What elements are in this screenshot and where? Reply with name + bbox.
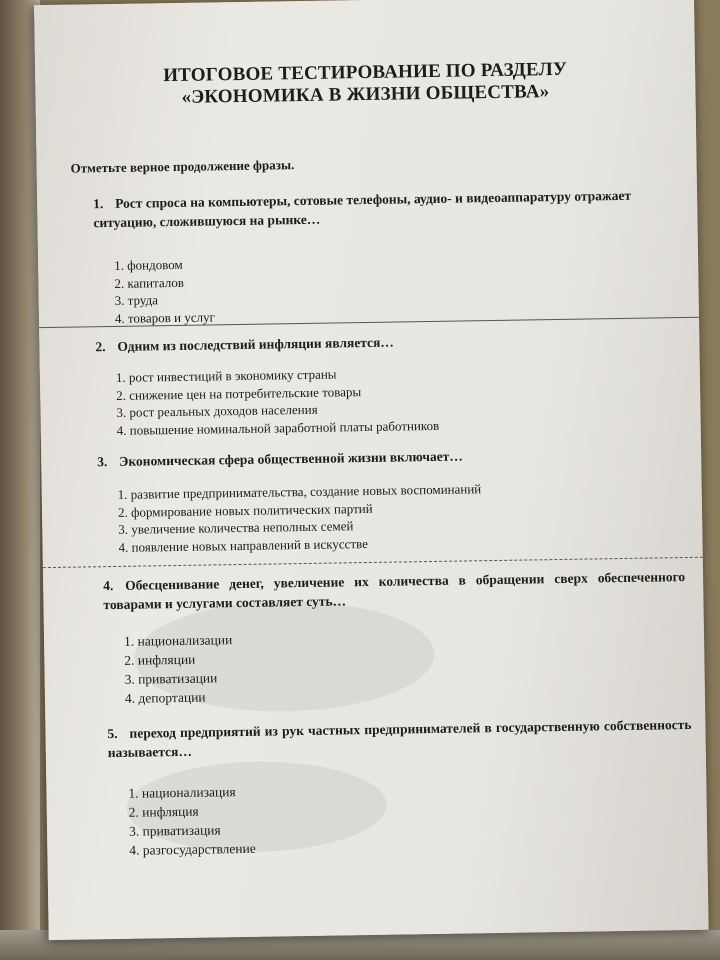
answer-option[interactable]: 4. разгосударствление	[129, 840, 256, 858]
question-3	[97, 443, 677, 471]
answer-option[interactable]: 4. повышение номинальной заработной платы работников	[116, 417, 440, 438]
question-2	[95, 328, 675, 356]
answer-option[interactable]: 3. приватизации	[124, 670, 218, 687]
options-list-2	[116, 364, 440, 439]
question-number: 4.	[103, 578, 114, 594]
question-number: 1.	[93, 196, 104, 212]
instruction-text: Отметьте верное продолжение фразы.	[70, 157, 295, 176]
question-number: 3.	[97, 454, 108, 470]
question-text: переход предприятий из рук частных предпринимателей в государственную собственность называется…	[107, 716, 692, 761]
answer-option[interactable]: 4. товаров и услуг	[114, 308, 216, 326]
background-left-page	[0, 0, 40, 960]
page-title	[35, 57, 696, 111]
answer-option[interactable]: 1. развитие предпринимательства, создание новых воспоминаний	[117, 481, 482, 502]
question-5	[107, 715, 692, 762]
question-text: Обесценивание денег, увеличение их количества в обращении сверх обеспеченного товарами и услугами составляет суть…	[103, 569, 686, 613]
answer-option[interactable]: 2. снижение цен на потребительские товары	[116, 383, 362, 403]
answer-option[interactable]: 2. инфляция	[128, 803, 199, 820]
answer-option[interactable]: 4. появление новых направлений в искусстве	[118, 535, 369, 555]
question-number: 2.	[95, 339, 106, 355]
question-text: Одним из последствий инфляции является…	[117, 334, 394, 354]
answer-option[interactable]: 1. национализации	[123, 632, 233, 649]
question-text: Экономическая сфера общественной жизни включает…	[119, 448, 463, 469]
answer-option[interactable]: 2. капиталов	[114, 274, 185, 291]
options-list-3	[118, 480, 483, 556]
title-line-2: «ЭКОНОМИКА В ЖИЗНИ ОБЩЕСТВА»	[181, 81, 550, 108]
answer-option[interactable]: 3. труда	[114, 292, 159, 308]
question-number: 5.	[107, 725, 118, 742]
options-list-4	[124, 630, 233, 708]
answer-option[interactable]: 3. увеличение количества неполных семей	[118, 518, 354, 537]
test-sheet	[34, 0, 709, 940]
answer-option[interactable]: 1. национализация	[128, 784, 236, 801]
answer-option[interactable]: 2. формирование новых политических партий	[117, 500, 373, 520]
question-4	[103, 567, 686, 614]
answer-option[interactable]: 2. инфляции	[124, 651, 196, 668]
answer-option[interactable]: 4. депортации	[124, 689, 206, 706]
options-list-5	[128, 782, 256, 860]
question-1	[93, 185, 664, 232]
answer-option[interactable]: 3. рост реальных доходов населения	[116, 401, 318, 420]
title-line-1: ИТОГОВОЕ ТЕСТИРОВАНИЕ ПО РАЗДЕЛУ	[163, 58, 568, 87]
answer-option[interactable]: 3. приватизация	[128, 822, 221, 839]
answer-option[interactable]: 1. рост инвестиций в экономику страны	[115, 366, 337, 385]
options-list-1	[114, 255, 215, 327]
question-text: Рост спроса на компьютеры, сотовые телефоны, аудио- и видеоаппаратуру отражает ситуацию, сложившуюся на рынке…	[93, 187, 632, 231]
answer-option[interactable]: 1. фондовом	[114, 256, 183, 273]
divider	[43, 557, 703, 568]
